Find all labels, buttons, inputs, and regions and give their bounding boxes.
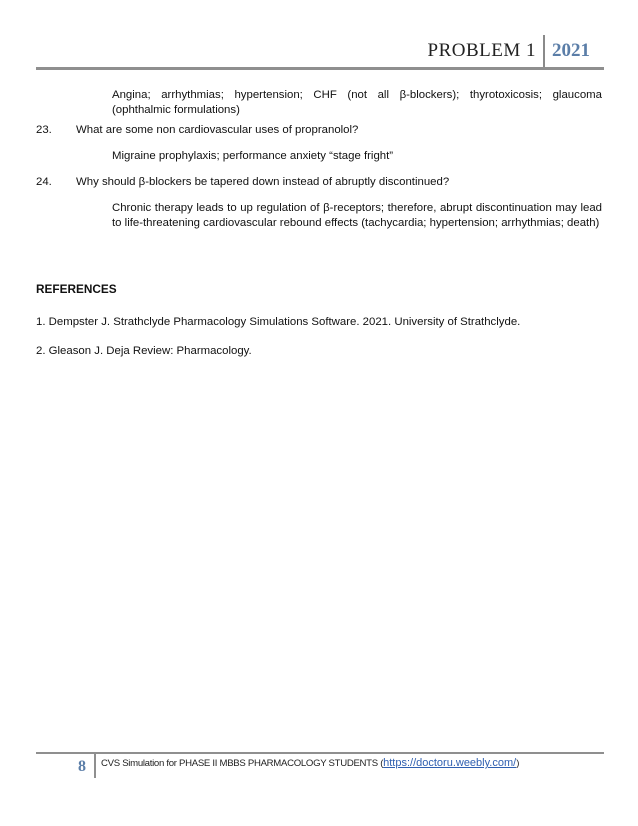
- footer-text: [101, 754, 519, 769]
- header-rule: [36, 67, 604, 70]
- footer-separator: [94, 754, 96, 778]
- footer-text-suffix: ): [516, 758, 520, 769]
- answer-22: Angina; arrhythmias; hypertension; CHF (not all β-blockers); thyrotoxicosis; glaucoma (ophthalmic formulations): [112, 89, 602, 116]
- page-header: [428, 34, 591, 68]
- question-24: [36, 175, 606, 190]
- question-23: [36, 123, 606, 138]
- header-title: PROBLEM 1: [427, 40, 536, 61]
- reference-item: 2. Gleason J. Deja Review: Pharmacology.: [36, 345, 252, 357]
- question-text: What are some non cardiovascular uses of propranolol?: [76, 124, 359, 136]
- reference-item: 1. Dempster J. Strathclyde Pharmacology Simulations Software. 2021. University of Strathclyde.: [36, 316, 521, 328]
- question-number: 24.: [36, 176, 52, 188]
- page-number: 8: [78, 758, 86, 775]
- header-year: 2021: [552, 40, 590, 61]
- page-footer: [78, 754, 519, 778]
- footer-link[interactable]: https://doctoru.weebly.com/: [383, 757, 517, 769]
- question-text: Why should β-blockers be tapered down instead of abruptly discontinued?: [76, 176, 450, 188]
- footer-text-prefix: CVS Simulation for PHASE II MBBS PHARMACOLOGY STUDENTS (: [101, 758, 384, 769]
- answer-23: Migraine prophylaxis; performance anxiety “stage fright”: [112, 150, 394, 162]
- references-heading: REFERENCES: [36, 282, 117, 296]
- answer-24: Chronic therapy leads to up regulation of β-receptors; therefore, abrupt discontinuation may lead to life-threatening cardiovascular rebound effects (tachycardia; hypertension; arrhythmias; death): [112, 202, 602, 229]
- question-number: 23.: [36, 124, 52, 136]
